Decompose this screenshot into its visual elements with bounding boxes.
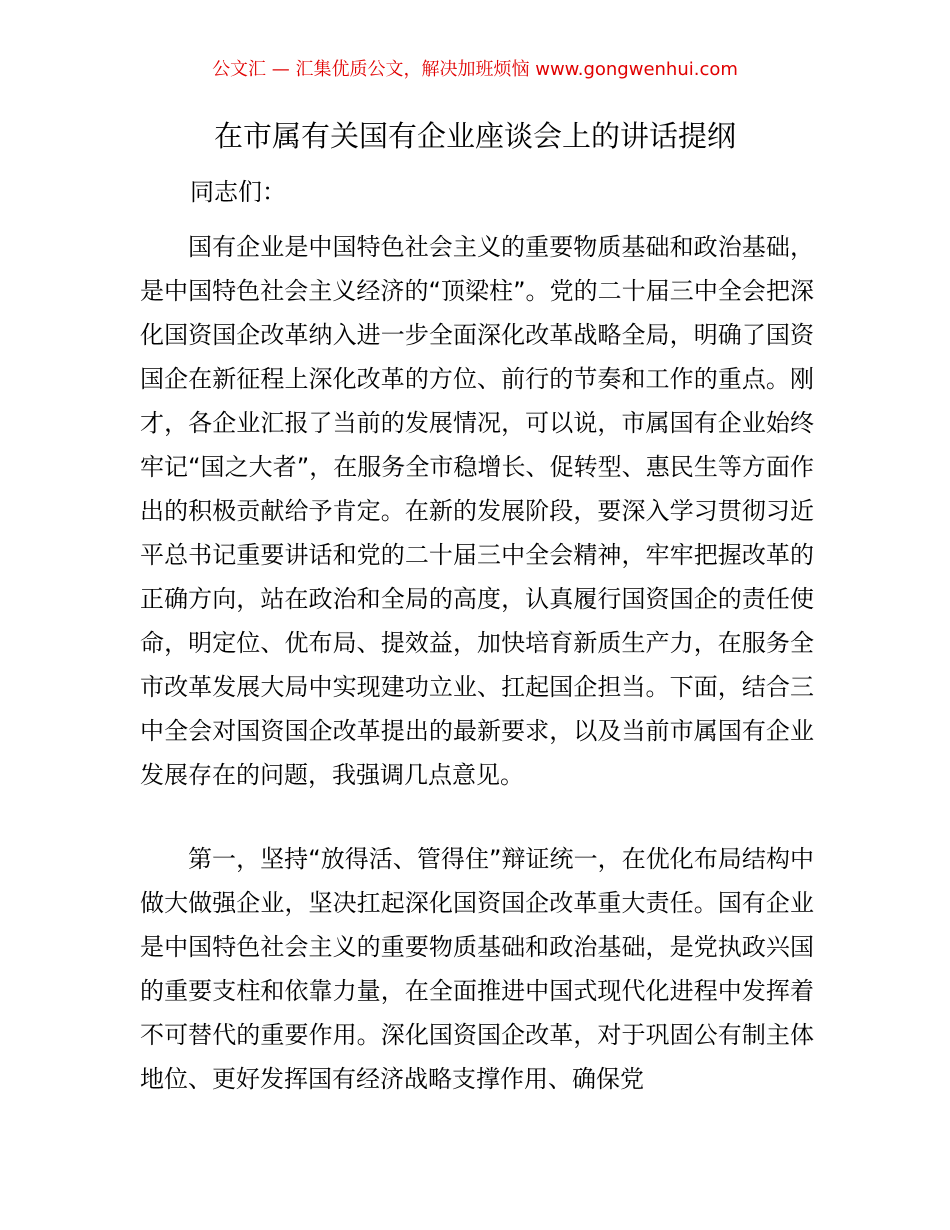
- body-paragraph-2: 第一，坚持“放得活、管得住”辩证统一，在优化布局结构中做大做强企业，坚决扛起深化国资国企改革重大责任。国有企业是中国特色社会主义的重要物质基础和政治基础，是党执政兴国的重要支柱和依靠力量，在全面推进中国式现代化进程中发挥着不可替代的重要作用。深化国资国企改革，对于巩固公有制主体地位、更好发挥国有经济战略支撑作用、确保党: [140, 845, 814, 1093]
- salutation: 同志们：: [190, 178, 286, 206]
- document-title: 在市属有关国有企业座谈会上的讲话提纲: [213, 119, 736, 153]
- body-paragraph-1: 国有企业是中国特色社会主义的重要物质基础和政治基础，是中国特色社会主义经济的“顶梁柱”。党的二十届三中全会把深化国资国企改革纳入进一步全面深化改革战略全局，明确了国资国企在新征程上深化改革的方位、前行的节奏和工作的重点。刚才，各企业汇报了当前的发展情况，可以说，市属国有企业始终牢记“国之大者”，在服务全市稳增长、促转型、惠民生等方面作出的积极贡献给予肯定。在新的发展阶段，要深入学习贯彻习近平总书记重要讲话和党的二十届三中全会精神，牢牢把握改革的正确方向，站在政治和全局的高度，认真履行国资国企的责任使命，明定位、优布局、提效益，加快培育新质生产力，在服务全市改革发展大局中实现建功立业、扛起国企担当。下面，结合三中全会对国资国企改革提出的最新要求，以及当前市属国有企业发展存在的问题，我强调几点意见。: [140, 233, 814, 789]
- header-banner: 公文汇 — 汇集优质公文，解决加班烦恼 www.gongwenhui.com: [212, 59, 738, 80]
